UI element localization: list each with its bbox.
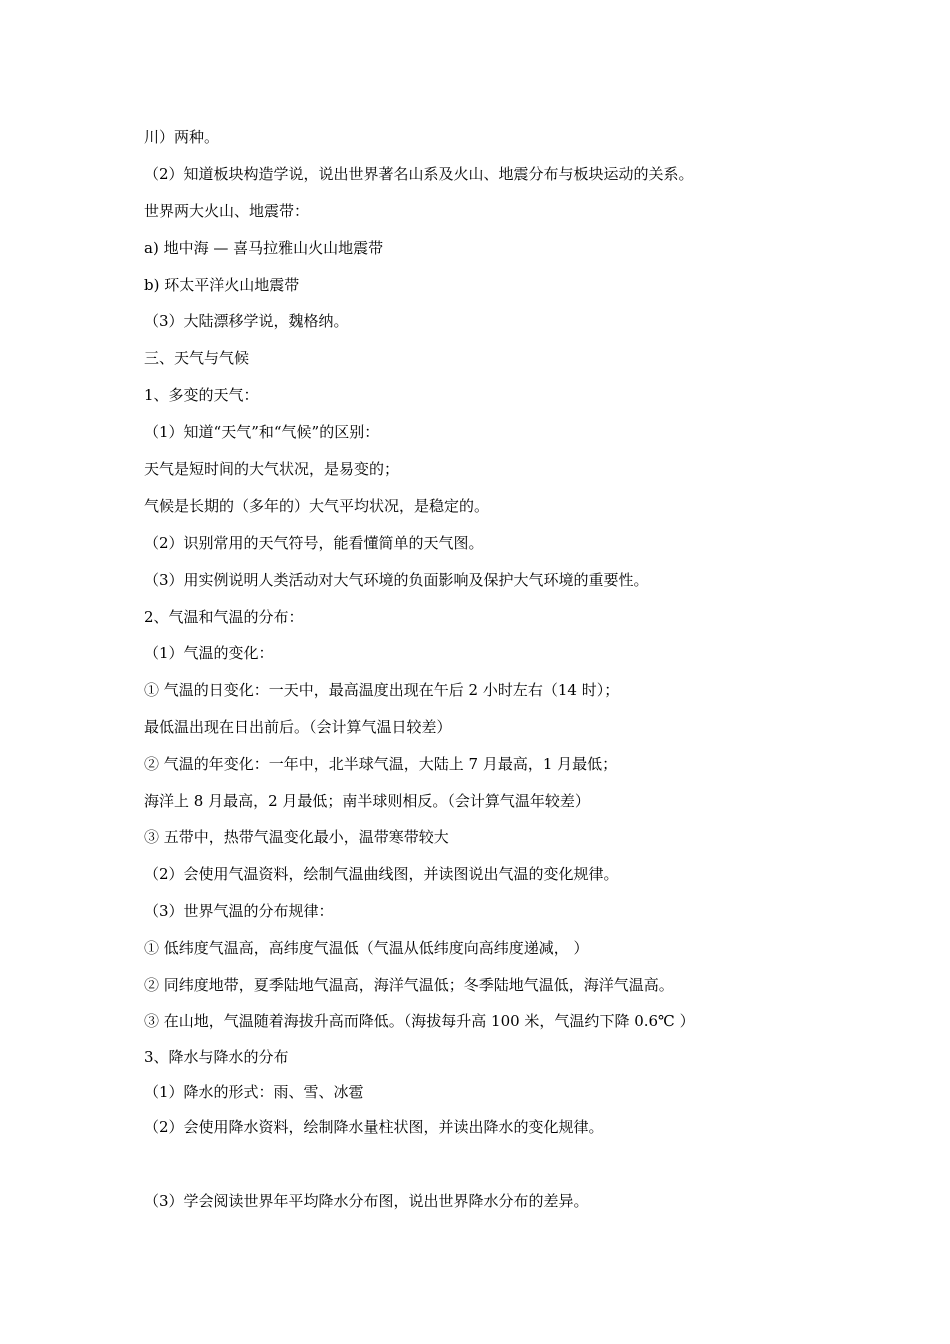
- text-line: （1）降水的形式：雨、雪、冰雹: [144, 1083, 364, 1101]
- text-line: ① 气温的日变化：一天中，最高温度出现在午后 2 小时左右（14 时）；: [144, 681, 620, 699]
- text-line: （2）会使用气温资料，绘制气温曲线图，并读图说出气温的变化规律。: [144, 865, 619, 883]
- section-heading: 三、天气与气候: [144, 349, 250, 367]
- text-line: b) 环太平洋火山地震带: [144, 276, 300, 294]
- text-line: （3）用实例说明人类活动对大气环境的负面影响及保护大气环境的重要性。: [144, 571, 649, 589]
- text-line: a) 地中海 — 喜马拉雅山火山地震带: [144, 239, 384, 257]
- text-line: （3）世界气温的分布规律：: [144, 902, 334, 920]
- text-line: ① 低纬度气温高，高纬度气温低（气温从低纬度向高纬度递减， ）: [144, 939, 589, 957]
- text-line: ② 气温的年变化：一年中，北半球气温，大陆上 7 月最高，1 月最低；: [144, 755, 618, 773]
- subsection-heading: 1、多变的天气：: [144, 386, 259, 404]
- text-line: （2）识别常用的天气符号，能看懂简单的天气图。: [144, 534, 484, 552]
- subsection-heading: 3、降水与降水的分布: [144, 1048, 289, 1066]
- text-line: 川）两种。: [144, 128, 220, 146]
- text-line: ③ 五带中，热带气温变化最小，温带寒带较大: [144, 828, 449, 846]
- text-line: ② 同纬度地带，夏季陆地气温高，海洋气温低；冬季陆地气温低，海洋气温高。: [144, 976, 674, 994]
- text-line: （3）大陆漂移学说，魏格纳。: [144, 312, 349, 330]
- text-line: （1）知道“天气”和“气候”的区别：: [144, 423, 380, 441]
- text-line: 气候是长期的（多年的）大气平均状况，是稳定的。: [144, 497, 490, 515]
- text-line: （3）学会阅读世界年平均降水分布图，说出世界降水分布的差异。: [144, 1192, 589, 1210]
- text-line: 最低温出现在日出前后。（会计算气温日较差）: [144, 718, 452, 736]
- text-line: 天气是短时间的大气状况，是易变的；: [144, 460, 400, 478]
- text-line: ③ 在山地，气温随着海拔升高而降低。（海拔每升高 100 米，气温约下降 0.6℃ ）: [144, 1012, 695, 1030]
- text-line: （2）会使用降水资料，绘制降水量柱状图，并读出降水的变化规律。: [144, 1118, 604, 1136]
- text-line: 世界两大火山、地震带：: [144, 202, 310, 220]
- text-line: （1）气温的变化：: [144, 644, 274, 662]
- text-line: （2）知道板块构造学说，说出世界著名山系及火山、地震分布与板块运动的关系。: [144, 165, 694, 183]
- text-line: 海洋上 8 月最高，2 月最低；南半球则相反。（会计算气温年较差）: [144, 792, 590, 810]
- subsection-heading: 2、气温和气温的分布：: [144, 608, 304, 626]
